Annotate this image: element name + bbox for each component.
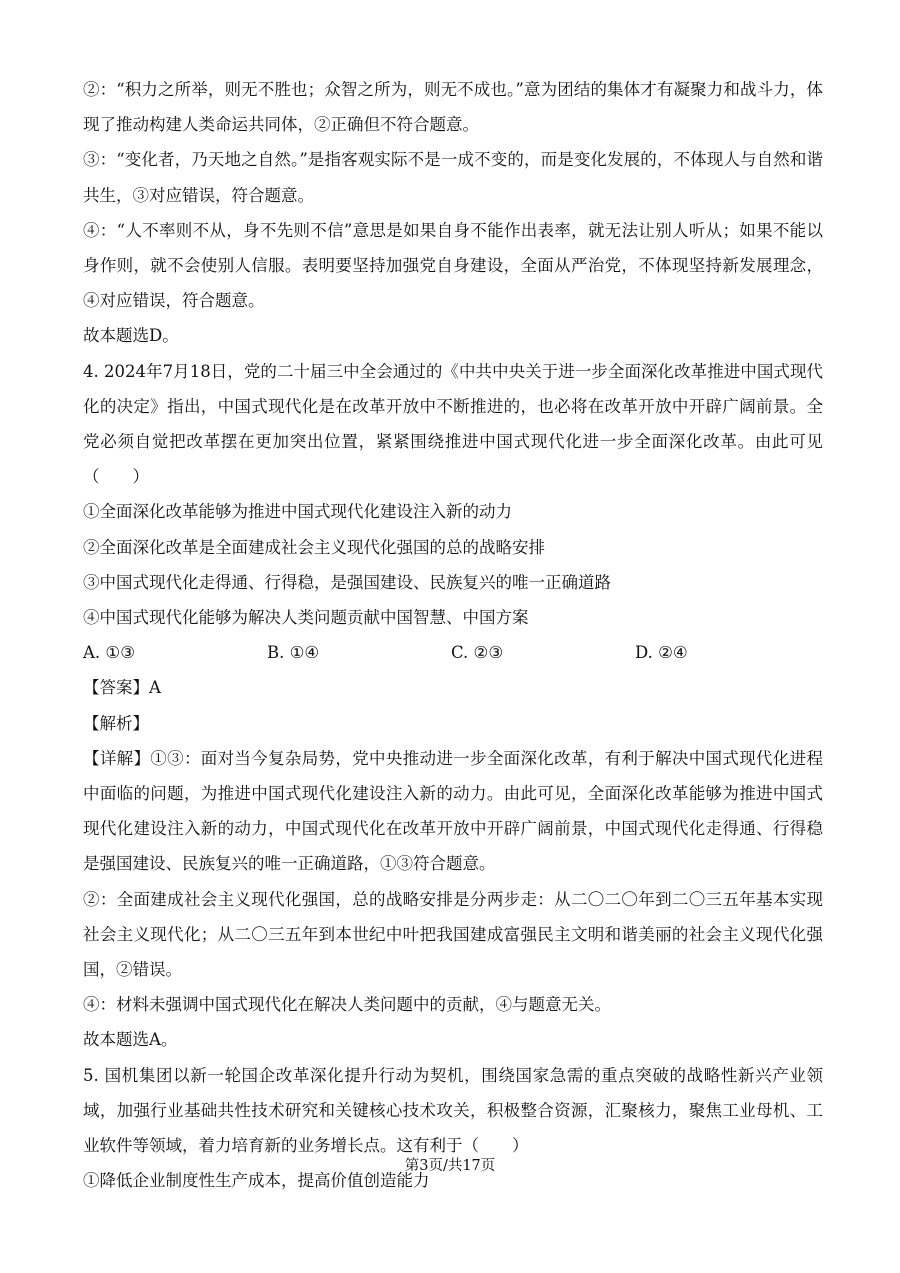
page-content — [83, 72, 823, 1199]
conclusion-q3: 故本题选D。 — [83, 326, 179, 346]
question-4-detail: 【详解】①③：面对当今复杂局势，党中央推动进一步全面深化改革，有利于解决中国式现代化进程中面临的问题，为推进中国式现代化建设注入新的动力。由此可见，全面深化改革能够为推进中国式现代化建设注入新的动力，中国式现代化在改革开放中开辟广阔前景，中国式现代化走得通、行得稳是强国建设、民族复兴的唯一正确道路，①③符合题意。 — [83, 748, 823, 874]
option-c: C. ②③ — [451, 643, 504, 663]
question-4-statement-3: ③中国式现代化走得通、行得稳，是强国建设、民族复兴的唯一正确道路 — [83, 572, 611, 592]
option-b: B. ①④ — [267, 643, 320, 663]
explanation-item-4: ④：“人不率则不从，身不先则不信”意思是如果自身不能作出表率，就无法让别人听从；如果不能以身作则，就不会使别人信服。表明要坚持加强党自身建设，全面从严治党，不体现坚持新发展理念，④对应错误，符合题意。 — [83, 220, 823, 311]
question-5-statement-1: ①降低企业制度性生产成本，提高价值创造能力 — [83, 1171, 430, 1191]
conclusion-q4: 故本题选A。 — [83, 1030, 178, 1050]
question-4-analysis-heading: 【解析】 — [83, 713, 149, 733]
option-d: D. ②④ — [635, 643, 688, 663]
explanation-item-2: ②：“积力之所举，则无不胜也；众智之所为，则无不成也。”意为团结的集体才有凝聚力和战斗力，体现了推动构建人类命运共同体，②正确但不符合题意。 — [83, 80, 823, 135]
question-4-stem: 4. 2024年7月18日，党的二十届三中全会通过的《中共中央关于进一步全面深化改革推进中国式现代化的决定》指出，中国式现代化是在改革开放中不断推进的，也必将在改革开放中开辟广阔前景。全党必须自觉把改革摆在更加突出位置，紧紧围绕推进中国式现代化进一步全面深化改革。由此可见（ ） — [83, 361, 823, 487]
question-4-detail-4: ④：材料未强调中国式现代化在解决人类问题中的贡献，④与题意无关。 — [83, 995, 611, 1015]
question-4-options — [83, 635, 823, 670]
page-footer: 第3页/共17页 — [404, 1158, 496, 1174]
question-4-statement-2: ②全面深化改革是全面建成社会主义现代化强国的总的战略安排 — [83, 537, 545, 557]
question-4-answer: 【答案】A — [83, 678, 161, 698]
question-4-statement-1: ①全面深化改革能够为推进中国式现代化建设注入新的动力 — [83, 502, 512, 522]
explanation-item-3: ③：“变化者，乃天地之自然。”是指客观实际不是一成不变的，而是变化发展的，不体现人与自然和谐共生，③对应错误，符合题意。 — [83, 150, 823, 205]
question-4-detail-2: ②：全面建成社会主义现代化强国，总的战略安排是分两步走：从二〇二〇年到二〇三五年基本实现社会主义现代化；从二〇三五年到本世纪中叶把我国建成富强民主文明和谐美丽的社会主义现代化强国，②错误。 — [83, 889, 823, 980]
question-4-statement-4: ④中国式现代化能够为解决人类问题贡献中国智慧、中国方案 — [83, 608, 529, 628]
question-5-stem: 5. 国机集团以新一轮国企改革深化提升行动为契机，围绕国家急需的重点突破的战略性新兴产业领域，加强行业基础共性技术研究和关键核心技术攻关，积极整合资源，汇聚核力，聚焦工业母机、工业软件等领域，着力培育新的业务增长点。这有利于（ ） — [83, 1065, 823, 1156]
option-a: A. ①③ — [83, 643, 135, 663]
